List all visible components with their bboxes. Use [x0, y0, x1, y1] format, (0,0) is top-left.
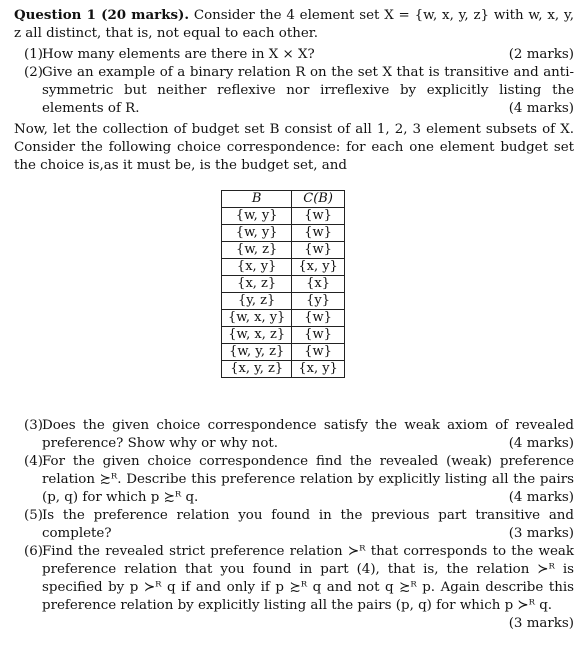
- table-header-row: [222, 191, 345, 208]
- table-row: [222, 361, 345, 378]
- item-1: [14, 46, 574, 64]
- table-row: [222, 293, 345, 310]
- item-number: (2): [24, 65, 43, 80]
- item-marks: (3 marks): [508, 526, 574, 541]
- choice-cell: {w}: [292, 208, 344, 225]
- choice-cell: {x, y}: [292, 259, 344, 276]
- item-marks: (4 marks): [508, 490, 574, 505]
- choice-cell: {w}: [292, 225, 344, 242]
- table-row: [222, 276, 345, 293]
- budget-cell: {w, x, z}: [222, 327, 292, 344]
- item-marks: (3 marks): [508, 616, 574, 631]
- item-marks: (4 marks): [508, 101, 574, 116]
- budget-cell: {y, z}: [222, 293, 292, 310]
- table-row: [222, 327, 345, 344]
- item-number: (6): [24, 544, 43, 559]
- budget-cell: {w, y}: [222, 225, 292, 242]
- budget-cell: {x, y, z}: [222, 361, 292, 378]
- table-row: [222, 225, 345, 242]
- item-text: Is the preference relation you found in the previous part transitive and complete?: [42, 508, 574, 541]
- item-text: How many elements are there in X × X?: [42, 47, 315, 62]
- question-intro: [14, 6, 574, 43]
- item-marks: (2 marks): [508, 47, 574, 62]
- item-5: [14, 507, 574, 543]
- choice-cell: {y}: [292, 293, 344, 310]
- choice-cell: {x, y}: [292, 361, 344, 378]
- item-number: (3): [24, 418, 43, 433]
- item-number: (1): [24, 47, 43, 62]
- choice-table: [221, 190, 345, 378]
- item-text: For the given choice correspondence find the revealed (weak) preference relation ≿ᴿ. Describe this preference relation by explicitly listing all the pairs (p, q) for which p ≿ᴿ q.: [42, 454, 574, 505]
- choice-cell: {x}: [292, 276, 344, 293]
- budget-cell: {w, z}: [222, 242, 292, 259]
- item-number: (5): [24, 508, 43, 523]
- table-row: [222, 242, 345, 259]
- budget-cell: {x, y}: [222, 259, 292, 276]
- middle-paragraph: Now, let the collection of budget set B consist of all 1, 2, 3 element subsets of X. Consider the following choice correspondence: for each one element budget set the choice is,as it must be, is the budget set, and: [14, 122, 574, 173]
- table-row: [222, 208, 345, 225]
- table-row: [222, 344, 345, 361]
- budget-cell: {x, z}: [222, 276, 292, 293]
- item-marks: (4 marks): [508, 436, 574, 451]
- item-4: [14, 453, 574, 507]
- choice-cell: {w}: [292, 327, 344, 344]
- question-heading: Question 1 (20 marks).: [14, 7, 190, 23]
- item-number: (4): [24, 454, 43, 469]
- table-row: [222, 310, 345, 327]
- table-row: [222, 259, 345, 276]
- item-6: [14, 543, 574, 633]
- table-header-budget: B: [222, 191, 292, 208]
- budget-cell: {w, y}: [222, 208, 292, 225]
- item-2: [14, 64, 574, 118]
- table-header-choice: C(B): [292, 191, 344, 208]
- choice-cell: {w}: [292, 310, 344, 327]
- budget-cell: {w, y, z}: [222, 344, 292, 361]
- choice-cell: {w}: [292, 242, 344, 259]
- question-intro-text: Consider the 4 element set X = {w, x, y, z} with w, x, y, z all distinct, that is, not equal to each other.: [14, 8, 575, 41]
- budget-cell: {w, x, y}: [222, 310, 292, 327]
- item-3: [14, 417, 574, 453]
- item-text: Does the given choice correspondence satisfy the weak axiom of revealed preference? Show why or why not.: [42, 418, 574, 451]
- item-text: Find the revealed strict preference relation ≻ᴿ that corresponds to the weak preference relation that you found in part (4), that is, the relation ≻ᴿ is specified by p ≻ᴿ q if and only if p ≿ᴿ q and not q ≿ᴿ p. Again describe this preference relation by explicitly listing all the pairs (p, q) for which p ≻ᴿ q.: [42, 544, 574, 613]
- item-text: Give an example of a binary relation R on the set X that is transitive and anti-symmetric but neither reflexive nor irreflexive by explicitly listing the elements of R.: [42, 65, 574, 116]
- choice-cell: {w}: [292, 344, 344, 361]
